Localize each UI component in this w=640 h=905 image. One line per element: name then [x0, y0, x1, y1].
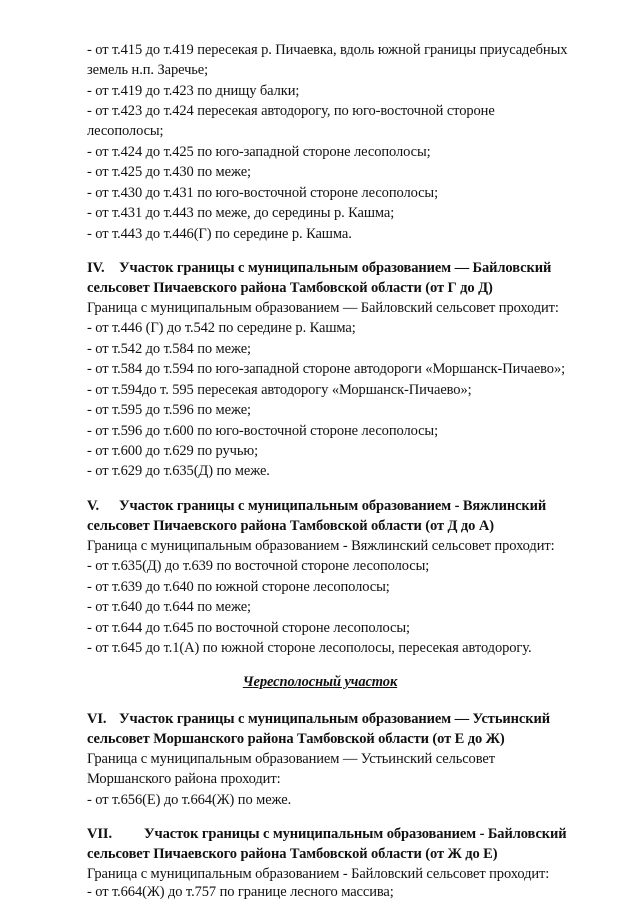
section-heading-line2: сельсовет Пичаевского района Тамбовской области (от Г до Д) [87, 280, 493, 296]
intro-line: - от т.431 до т.443 по меже, до середины р. Кашма; [87, 205, 395, 221]
section-number: VI. [87, 711, 107, 727]
section-heading [87, 709, 550, 729]
section-line: Граница с муниципальным образованием — Устьинский сельсовет [87, 751, 495, 767]
section-heading-text: Участок границы с муниципальным образованием — Байловский [119, 260, 552, 276]
section-heading [87, 258, 551, 278]
section-heading [87, 496, 546, 516]
section-number: V. [87, 498, 100, 514]
section-line: - от т.639 до т.640 по южной стороне лесополосы; [87, 579, 390, 595]
section-line: Граница с муниципальным образованием — Байловский сельсовет проходит: [87, 300, 559, 316]
intro-line: земель н.п. Заречье; [87, 62, 209, 78]
section-heading-text: Участок границы с муниципальным образованием - Байловский [144, 826, 567, 842]
section-heading-text: Участок границы с муниципальным образованием - Вяжлинский [119, 498, 547, 514]
intro-line: - от т.430 до т.431 по юго-восточной стороне лесополосы; [87, 185, 438, 201]
intro-line: - от т.425 до т.430 по меже; [87, 164, 251, 180]
section-line: - от т.594до т. 595 пересекая автодорогу «Моршанск-Пичаево»; [87, 382, 472, 398]
section-line: - от т.584 до т.594 по юго-западной стороне автодороги «Моршанск-Пичаево»; [87, 361, 566, 377]
section-line: - от т.596 до т.600 по юго-восточной стороне лесополосы; [87, 423, 438, 439]
section-heading-line2: сельсовет Пичаевского района Тамбовской области (от Д до А) [87, 518, 494, 534]
intro-line: - от т.443 до т.446(Г) по середине р. Кашма. [87, 226, 352, 242]
section-heading [87, 824, 567, 844]
section-line: - от т.595 до т.596 по меже; [87, 402, 251, 418]
section-heading-line2: сельсовет Моршанского района Тамбовской области (от Е до Ж) [87, 731, 505, 747]
section-line: Граница с муниципальным образованием - Байловский сельсовет проходит: [87, 866, 550, 882]
section-line: - от т.542 до т.584 по меже; [87, 341, 251, 357]
section-line: - от т.656(Е) до т.664(Ж) по меже. [87, 792, 292, 808]
section-line: - от т.629 до т.635(Д) по меже. [87, 463, 270, 479]
section-line: - от т.446 (Г) до т.542 по середине р. Кашма; [87, 320, 356, 336]
section-line: Моршанского района проходит: [87, 771, 281, 787]
intro-line: - от т.415 до т.419 пересекая р. Пичаевка, вдоль южной границы приусадебных [87, 42, 568, 58]
section-line: - от т.644 до т.645 по восточной стороне лесополосы; [87, 620, 410, 636]
intro-line: - от т.419 до т.423 по днищу балки; [87, 83, 300, 99]
section-line: - от т.640 до т.644 по меже; [87, 599, 251, 615]
section-number: VII. [87, 826, 112, 842]
subtitle: Чересполосный участок [242, 674, 398, 690]
section-number: IV. [87, 260, 105, 276]
section-line: - от т.635(Д) до т.639 по восточной стороне лесополосы; [87, 558, 430, 574]
section-line: - от т.645 до т.1(А) по южной стороне лесополосы, пересекая автодорогу. [87, 640, 532, 656]
intro-line: - от т.424 до т.425 по юго-западной стороне лесополосы; [87, 144, 431, 160]
intro-line: лесополосы; [87, 123, 164, 139]
intro-line: - от т.423 до т.424 пересекая автодорогу, по юго-восточной стороне [87, 103, 495, 119]
section-line: - от т.664(Ж) до т.757 по границе лесного массива; [87, 884, 394, 900]
section-line: Граница с муниципальным образованием - Вяжлинский сельсовет проходит: [87, 538, 555, 554]
section-heading-line2: сельсовет Пичаевского района Тамбовской области (от Ж до Е) [87, 846, 498, 862]
section-heading-text: Участок границы с муниципальным образованием — Устьинский [119, 711, 550, 727]
section-line: - от т.600 до т.629 по ручью; [87, 443, 259, 459]
